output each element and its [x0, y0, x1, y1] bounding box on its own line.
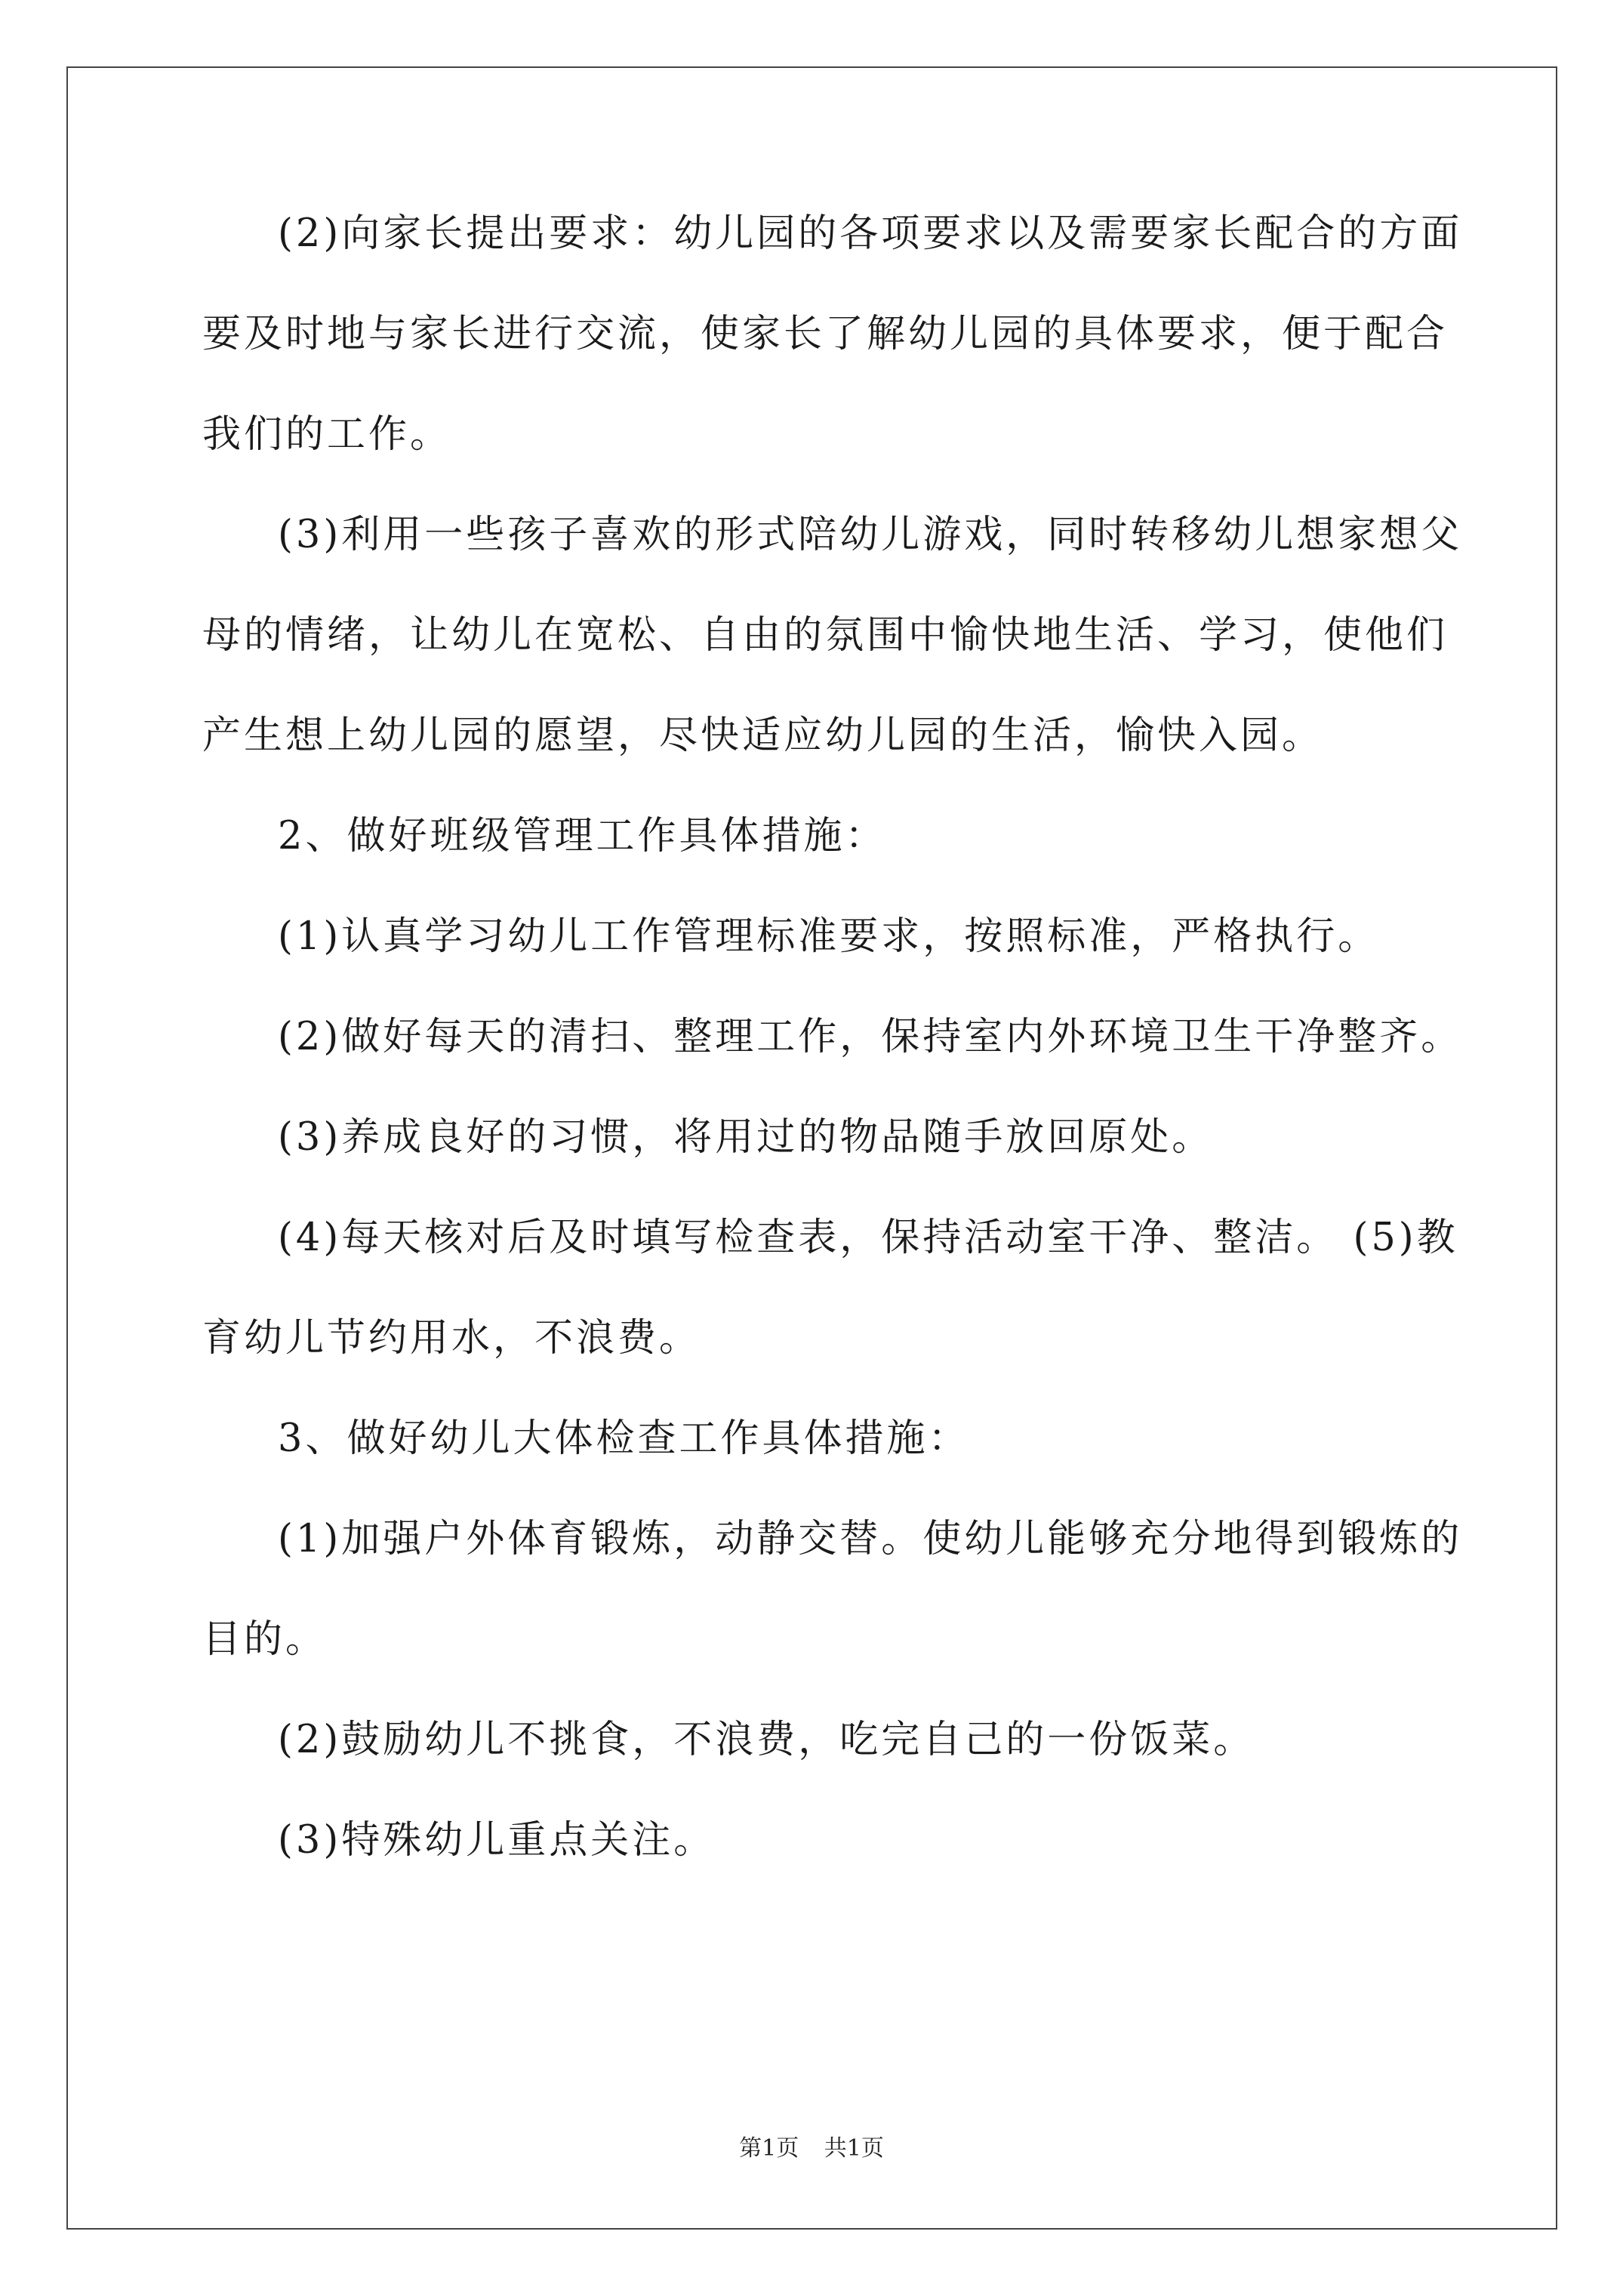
section-heading: 2、做好班级管理工作具体措施：	[278, 814, 887, 858]
paragraph-line: (3)利用一些孩子喜欢的形式陪幼儿游戏，同时转移幼儿想家想父	[278, 513, 1463, 557]
paragraph-line: (2)做好每天的清扫、整理工作，保持室内外环境卫生干净整齐。	[278, 1015, 1463, 1059]
page-footer	[0, 2135, 1623, 2162]
paragraph-line: 母的情绪，让幼儿在宽松、自由的氛围中愉快地生活、学习，使他们	[202, 613, 1449, 658]
paragraph-line: (4)每天核对后及时填写检查表，保持活动室干净、整洁。 (5)教	[278, 1216, 1458, 1260]
section-heading: 3、做好幼儿大体检查工作具体措施：	[278, 1416, 970, 1461]
paragraph-line: 我们的工作。	[202, 412, 452, 457]
paragraph-line: 要及时地与家长进行交流，使家长了解幼儿园的具体要求，便于配合	[202, 312, 1449, 356]
page-total: 共1页	[824, 2135, 884, 2162]
paragraph-line: 育幼儿节约用水，不浪费。	[202, 1316, 701, 1361]
paragraph-line: (2)鼓励幼儿不挑食，不浪费，吃完自己的一份饭菜。	[278, 1718, 1255, 1762]
paragraph-line: (1)加强户外体育锻炼，动静交替。使幼儿能够充分地得到锻炼的	[278, 1517, 1463, 1561]
paragraph-line: (3)养成良好的习惯，将用过的物品随手放回原处。	[278, 1115, 1214, 1160]
paragraph-line: (2)向家长提出要求：幼儿园的各项要求以及需要家长配合的方面	[278, 211, 1463, 256]
paragraph-line: (1)认真学习幼儿工作管理标准要求，按照标准，严格执行。	[278, 914, 1380, 959]
paragraph-line: 产生想上幼儿园的愿望，尽快适应幼儿园的生活，愉快入园。	[202, 713, 1324, 758]
paragraph-line: (3)特殊幼儿重点关注。	[278, 1818, 716, 1863]
page-number: 第1页	[739, 2135, 799, 2162]
paragraph-line: 目的。	[202, 1617, 328, 1662]
